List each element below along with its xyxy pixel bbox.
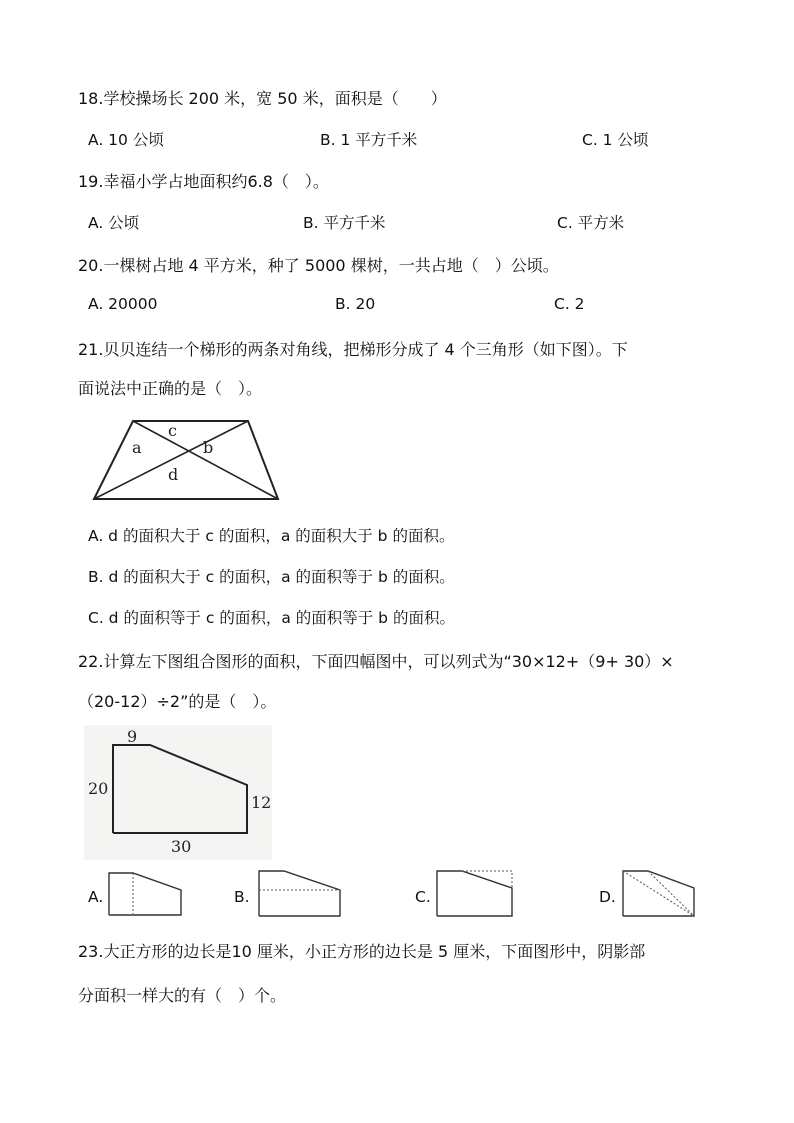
q18-option-b[interactable]: B. 1 平方千米 (320, 131, 418, 149)
q21-option-c[interactable]: C. d 的面积等于 c 的面积，a 的面积等于 b 的面积。 (88, 609, 455, 627)
q23-stem-line1: 23.大正方形的边长是10 厘米，小正方形的边长是 5 厘米，下面图形中，阴影部 (78, 942, 646, 961)
trapezoid-label-b: b (203, 438, 214, 457)
q18-option-a[interactable]: A. 10 公顷 (88, 131, 164, 149)
q22-option-d-figure[interactable] (620, 868, 700, 920)
trapezoid-label-a: a (132, 438, 142, 457)
q20-option-b[interactable]: B. 20 (335, 295, 376, 313)
q21-stem-line1: 21.贝贝连结一个梯形的两条对角线，把梯形分成了 4 个三角形（如下图）。下 (78, 340, 628, 359)
q22-option-d-letter[interactable]: D. (599, 888, 616, 906)
q22-option-c-figure[interactable] (434, 868, 524, 920)
q23-stem-line2: 分面积一样大的有（ ）个。 (78, 986, 287, 1005)
q22-option-c-letter[interactable]: C. (415, 888, 431, 906)
q22-option-a-letter[interactable]: A. (88, 888, 104, 906)
q19-stem: 19.幸福小学占地面积约6.8（ ）。 (78, 172, 329, 191)
q20-stem: 20.一棵树占地 4 平方米，种了 5000 棵树，一共占地（ ）公顷。 (78, 256, 559, 275)
q21-option-b[interactable]: B. d 的面积大于 c 的面积，a 的面积等于 b 的面积。 (88, 568, 455, 586)
composite-label-top: 9 (127, 727, 138, 746)
q22-option-a-figure[interactable] (106, 870, 186, 920)
q20-option-c[interactable]: C. 2 (554, 295, 585, 313)
composite-label-bottom: 30 (171, 837, 192, 856)
q22-stem-line1: 22.计算左下图组合图形的面积，下面四幅图中，可以列式为“30×12+（9+ 30）× (78, 652, 674, 671)
q19-option-b[interactable]: B. 平方千米 (303, 214, 386, 232)
q19-option-a[interactable]: A. 公顷 (88, 214, 140, 232)
q22-option-b-figure[interactable] (256, 868, 346, 920)
composite-label-left: 20 (88, 779, 109, 798)
trapezoid-label-c: c (168, 421, 177, 440)
q21-stem-line2: 面说法中正确的是（ ）。 (78, 379, 263, 398)
q19-option-c[interactable]: C. 平方米 (557, 214, 625, 232)
q18-option-c[interactable]: C. 1 公顷 (582, 131, 649, 149)
composite-label-right: 12 (251, 793, 272, 812)
q22-option-b-letter[interactable]: B. (234, 888, 250, 906)
q18-stem: 18.学校操场长 200 米，宽 50 米，面积是（ ） (78, 89, 447, 108)
q22-stem-line2: （20-12）÷2”的是（ ）。 (78, 692, 277, 711)
q21-option-a[interactable]: A. d 的面积大于 c 的面积，a 的面积大于 b 的面积。 (88, 527, 455, 545)
trapezoid-diagonals-figure (88, 415, 288, 505)
trapezoid-label-d: d (168, 465, 179, 484)
q20-option-a[interactable]: A. 20000 (88, 295, 158, 313)
